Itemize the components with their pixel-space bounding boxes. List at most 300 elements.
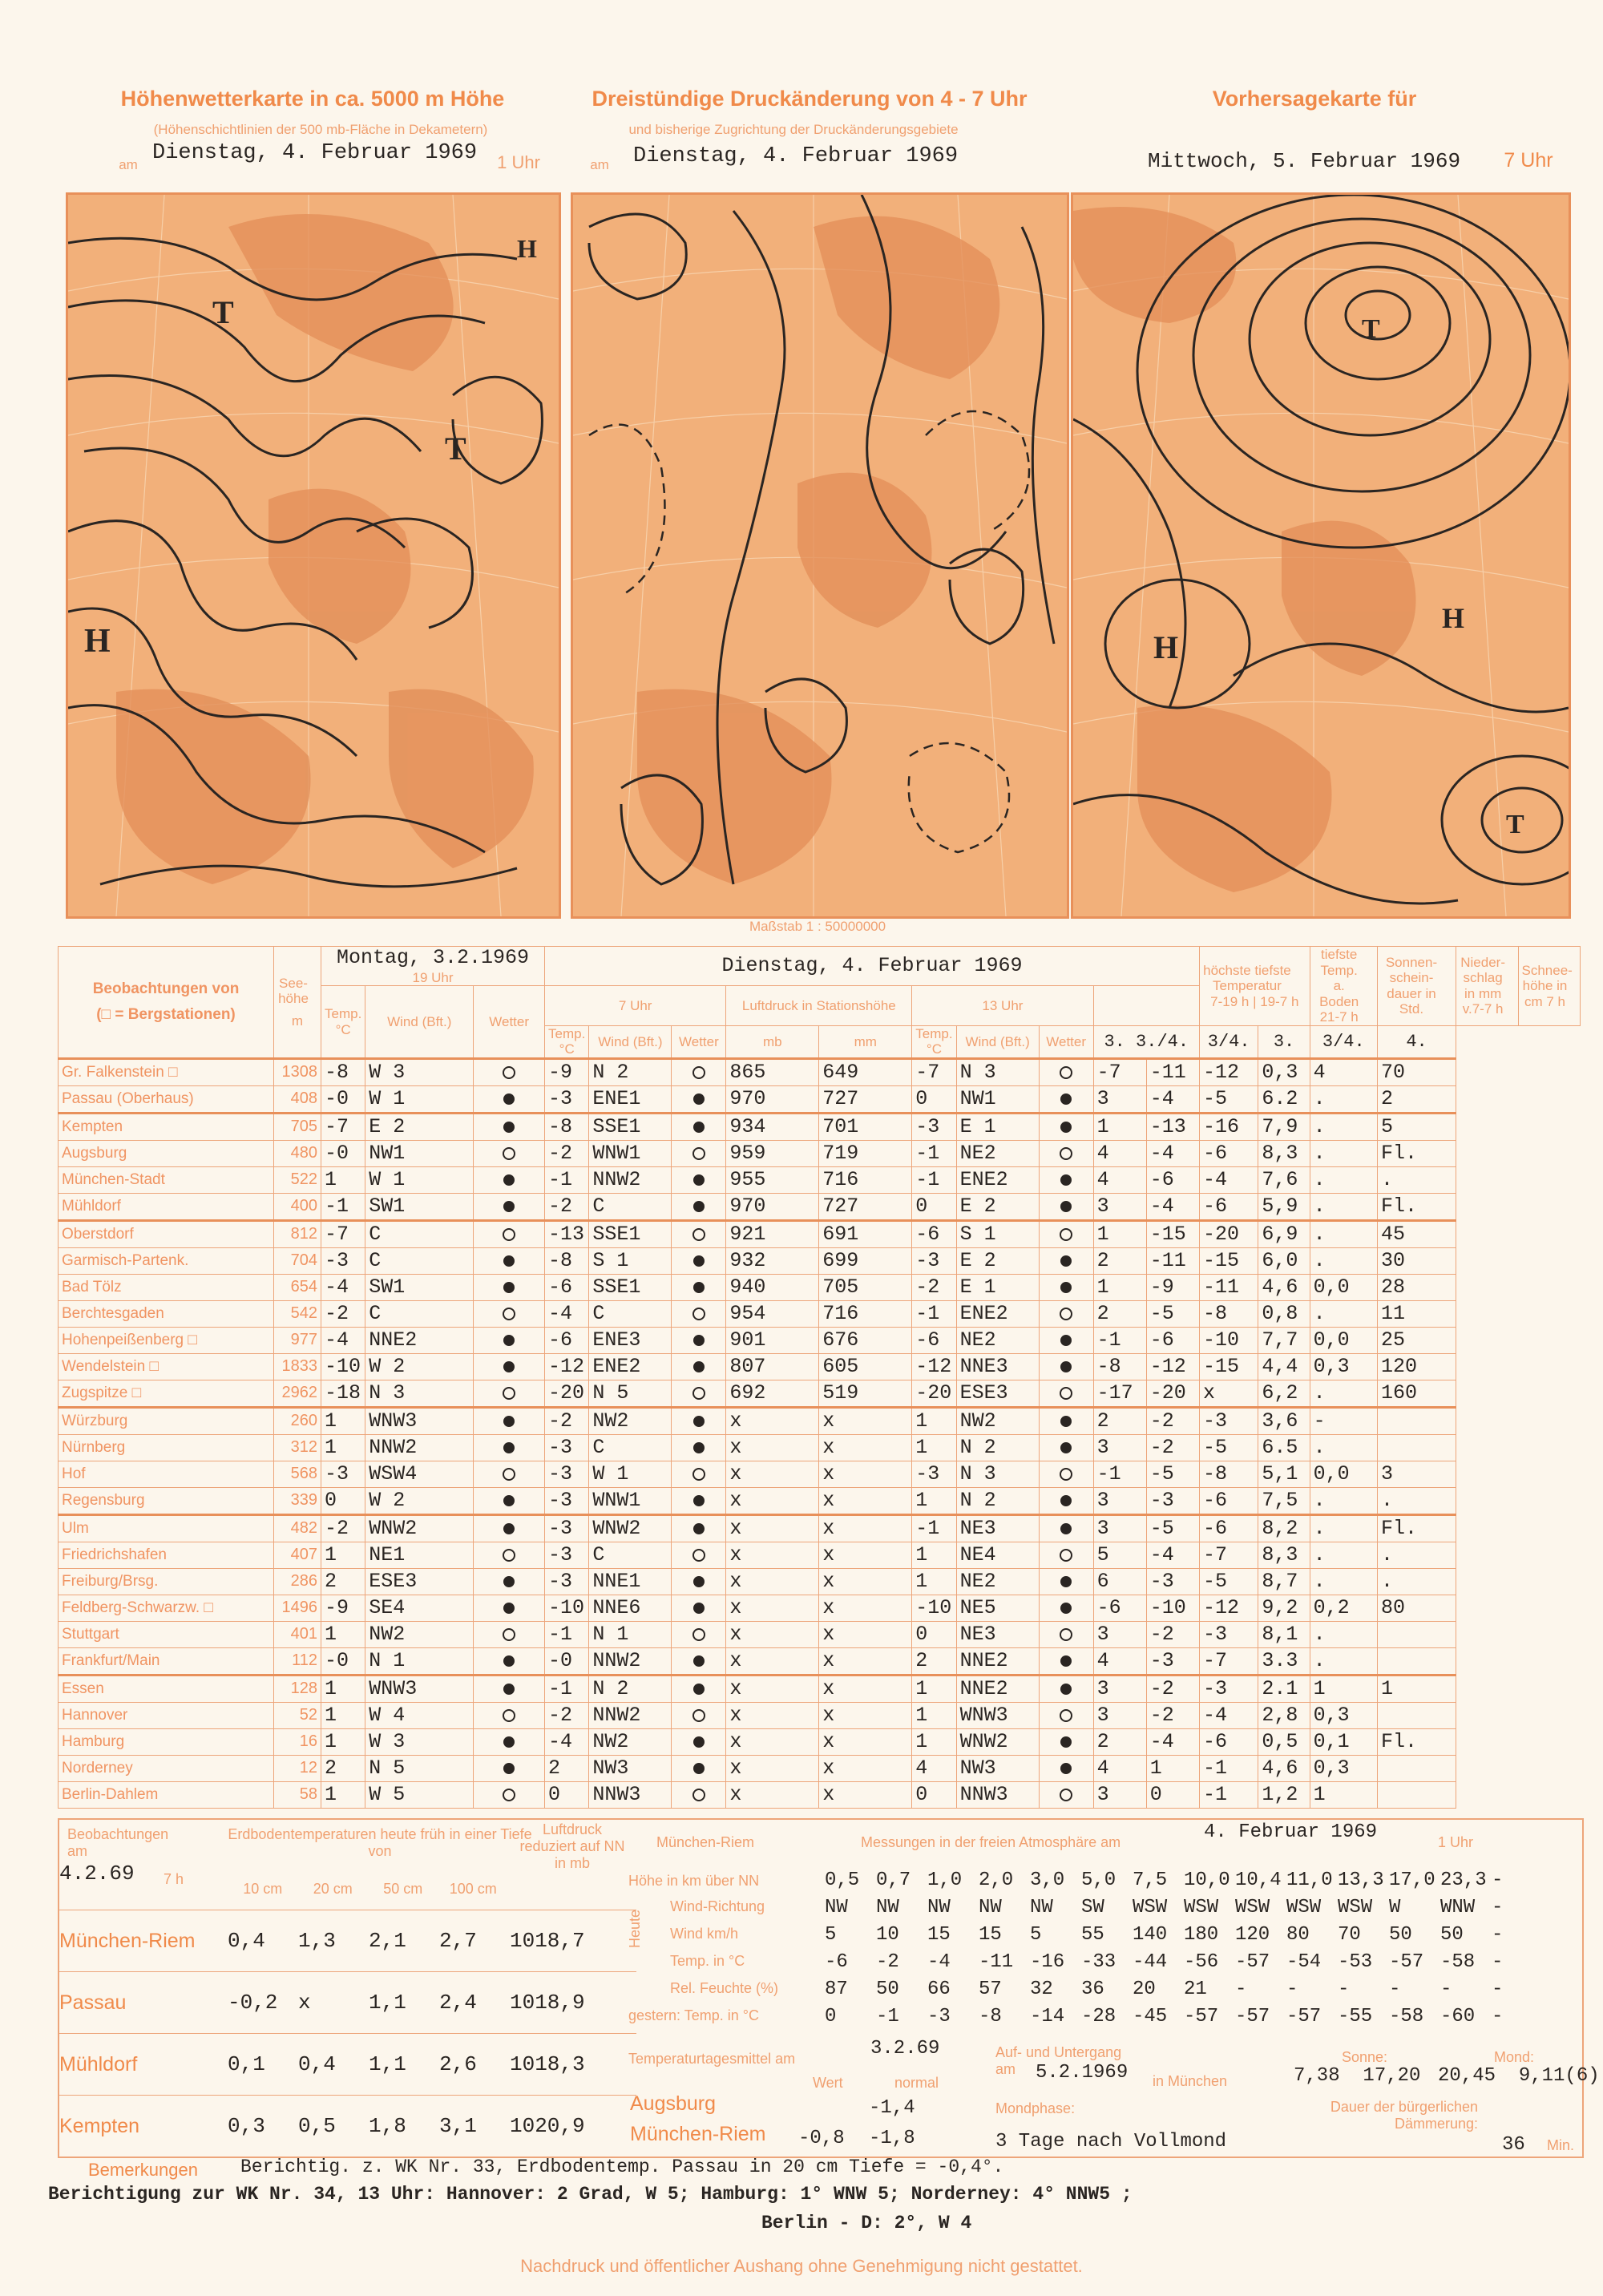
obs-value-t3: 0 [912,1621,956,1647]
atmos-value: 0 [825,2005,837,2027]
obs-value-mn: -4 [1146,1140,1199,1166]
svg-text:T: T [212,294,234,330]
obs-value-t2: -3 [545,1085,589,1113]
obs-value-w2: NNE6 [589,1595,672,1621]
atmos-value: -44 [1133,1950,1168,1973]
station-name: Mühldorf [59,1193,274,1220]
col-temp1: Temp. °C [321,986,365,1059]
obs-value-so: 5,9 [1258,1193,1310,1220]
weather-symbol-icon [693,1736,705,1748]
obs-row [59,1781,1581,1808]
obs-value-mb: 955 [726,1166,819,1193]
obs-value-w3: NW2 [956,1407,1039,1434]
date-a: 3. 3./4. [1093,1025,1199,1058]
obs-value-t2: -2 [545,1702,589,1728]
weather-symbol-icon [693,1093,705,1105]
station-name: Kempten [59,1113,274,1140]
obs-value-w2: SSE1 [589,1113,672,1140]
obs-value-sc: 3 [1377,1461,1456,1487]
weather-symbol-icon [693,1495,705,1506]
obs-value-w2: ENE3 [589,1327,672,1353]
obs-value-t2: -2 [545,1407,589,1434]
obs-value-bd: -16 [1199,1113,1258,1140]
obs-value-t3: 1 [912,1702,956,1728]
atmos-value: 1,0 [927,1869,963,1891]
obs-value-w1: W 5 [365,1781,474,1808]
soil-temp-value: 1,3 [298,1929,336,1953]
obs-value-t1: -2 [321,1514,365,1542]
obs-value-w3: NE4 [956,1542,1039,1568]
observation-rows [59,1058,1581,1808]
obs-value-w3: ENE2 [956,1300,1039,1327]
station-height: 52 [274,1702,321,1728]
weather-symbol-cell [672,1113,726,1140]
tagesmittel-st-1: München-Riem [630,2123,766,2145]
weather-symbol-cell [1039,1327,1093,1353]
obs-value-mm: 705 [819,1274,912,1300]
atmos-value: 3,0 [1030,1869,1065,1891]
obs-row [59,1542,1581,1568]
station-height: 542 [274,1300,321,1327]
atmos-value: - [1389,1978,1401,2000]
weather-symbol-icon [503,1147,515,1160]
obs-value-mx: -1 [1093,1461,1146,1487]
col-mb: mb [726,1025,819,1058]
weather-symbol-cell [474,1542,545,1568]
atmos-gestern-label: gestern: Temp. in °C [628,2007,759,2023]
obs-value-sc: 80 [1377,1595,1456,1621]
weather-symbol-cell [672,1514,726,1542]
station-name: Garmisch-Partenk. [59,1247,274,1274]
weather-symbol-icon [693,1416,705,1427]
weather-symbol-icon [1060,1174,1072,1186]
obs-value-mm: x [819,1647,912,1675]
obs-value-t1: -3 [321,1461,365,1487]
station-height: 704 [274,1247,321,1274]
atmos-value: -53 [1338,1950,1373,1973]
obs-value-mm: x [819,1461,912,1487]
observation-table [58,946,1581,1809]
obs-value-mx: 6 [1093,1568,1146,1595]
obs-value-t3: -1 [912,1300,956,1327]
obs-value-mm: 699 [819,1247,912,1274]
obs-value-t2: -4 [545,1300,589,1327]
map1-date: Dienstag, 4. Februar 1969 [152,141,478,165]
weather-symbol-icon [693,1655,705,1667]
obs-value-w1: C [365,1247,474,1274]
tagesmittel-wert-label: Wert [813,2075,843,2091]
atmos-value: WSW [1338,1896,1373,1918]
atmos-value: -45 [1133,2005,1168,2027]
obs-value-w3: N 3 [956,1058,1039,1085]
weather-symbol-icon [693,1763,705,1774]
weather-symbol-icon [503,1709,515,1722]
col-schnee: Schnee-höhe in cm 7 h [1521,962,1573,1009]
obs-value-sc: 70 [1377,1058,1456,1085]
station-height: 401 [274,1621,321,1647]
station-name: Hamburg [59,1728,274,1755]
obs-value-mn: 0 [1146,1781,1199,1808]
obs-value-so: 0,3 [1258,1058,1310,1085]
obs-value-sc: 2 [1377,1085,1456,1113]
weather-symbol-cell [672,1675,726,1702]
weather-symbol-cell [474,1193,545,1220]
weather-symbol-cell [672,1140,726,1166]
obs-value-w2: NW3 [589,1755,672,1781]
obs-value-mn: -13 [1146,1113,1199,1140]
weather-symbol-icon [1060,1736,1072,1748]
station-name: Passau (Oberhaus) [59,1085,274,1113]
weather-symbol-icon [692,1709,705,1722]
obs-value-w3: NNE2 [956,1675,1039,1702]
weather-symbol-cell [672,1193,726,1220]
obs-value-sc [1377,1621,1456,1647]
atmos-value: 0,5 [825,1869,860,1891]
weather-symbol-icon [693,1201,705,1212]
map2-am: am [590,157,609,172]
obs-value-bd: -4 [1199,1166,1258,1193]
obs-value-bd: -4 [1199,1702,1258,1728]
obs-value-mx: 3 [1093,1702,1146,1728]
obs-value-bd: -6 [1199,1514,1258,1542]
weather-symbol-icon [1060,1628,1072,1641]
obs-value-w1: N 3 [365,1380,474,1407]
obs-value-t2: -20 [545,1380,589,1407]
obs-value-sc: . [1377,1542,1456,1568]
obs-value-mn: -2 [1146,1675,1199,1702]
obs-row [59,1595,1581,1621]
col-luftdruck: Luftdruck in Stationshöhe [726,986,912,1025]
obs-value-w2: ENE2 [589,1353,672,1380]
obs-value-w1: NNE2 [365,1327,474,1353]
obs-value-ni: . [1310,1166,1377,1193]
sun-in-label: in München [1153,2073,1228,2089]
obs-value-bd: -8 [1199,1461,1258,1487]
atmos-value: -55 [1338,2005,1373,2027]
obs-value-mx: -17 [1093,1380,1146,1407]
atmos-value: WSW [1235,1896,1270,1918]
atmos-value: 180 [1184,1923,1219,1946]
weather-symbol-icon [693,1174,705,1186]
obs-value-w2: NNW2 [589,1647,672,1675]
obs-value-bd: -6 [1199,1193,1258,1220]
obs-value-w3: NW3 [956,1755,1039,1781]
obs-value-w3: WNW3 [956,1702,1039,1728]
obs-value-so: 7,7 [1258,1327,1310,1353]
atmos-wind-label: Wind km/h [670,1926,739,1942]
atmos-value: -57 [1235,2005,1270,2027]
soil-obs-date: 4.2.69 [59,1861,135,1886]
obs-value-bd: -1 [1199,1755,1258,1781]
weather-symbol-icon [1060,1495,1072,1506]
obs-value-t1: -7 [321,1220,365,1247]
atmos-value: 87 [825,1978,848,2000]
weather-symbol-cell [672,1702,726,1728]
obs-row [59,1113,1581,1140]
obs-value-mm: x [819,1434,912,1461]
atmos-row-feuchte [825,1975,1578,2003]
map1-time: 1 Uhr [497,152,540,172]
weather-symbol-cell [1039,1595,1093,1621]
weather-symbol-icon [503,1416,515,1427]
atmos-temp-label: Temp. in °C [670,1953,745,1969]
weather-symbol-icon [503,1066,515,1079]
weather-symbol-cell [1039,1380,1093,1407]
weather-symbol-icon [503,1523,515,1534]
weather-symbol-cell [1039,1487,1093,1514]
obs-value-sc [1377,1434,1456,1461]
obs-value-w1: WNW3 [365,1675,474,1702]
obs-value-ni: . [1310,1085,1377,1113]
obs-value-so: 4,6 [1258,1755,1310,1781]
obs-row [59,1568,1581,1595]
obs-value-so: 6,0 [1258,1247,1310,1274]
weather-symbol-cell [1039,1461,1093,1487]
weather-symbol-cell [1039,1542,1093,1568]
obs-value-w2: C [589,1193,672,1220]
obs-value-bd: -15 [1199,1353,1258,1380]
weather-symbol-cell [1039,1702,1093,1728]
obs-value-w3: ESE3 [956,1380,1039,1407]
map1-subtitle: (Höhenschichtlinien der 500 mb-Fläche in Dekametern) [153,122,488,137]
weather-symbol-cell [474,1702,545,1728]
obs-value-sc [1377,1407,1456,1434]
station-height: 339 [274,1487,321,1514]
obs-value-ni: . [1310,1247,1377,1274]
atmos-value: -2 [876,1950,899,1973]
station-name: Regensburg [59,1487,274,1514]
obs-value-ni: 4 [1310,1058,1377,1085]
soil-temp-value: 1,8 [369,2114,406,2138]
soil-depth-label: 100 cm [449,1881,497,1897]
pressure-change-map [571,192,1069,919]
obs-value-bd: -12 [1199,1058,1258,1085]
obs-value-mb: x [726,1434,819,1461]
obs-value-t3: 1 [912,1487,956,1514]
obs-value-mx: 4 [1093,1140,1146,1166]
obs-value-t1: -1 [321,1193,365,1220]
soil-obs-label: Beobachtungen am [67,1826,169,1859]
obs-value-bd: -12 [1199,1595,1258,1621]
obs-value-mb: x [726,1407,819,1434]
station-height: 568 [274,1461,321,1487]
obs-value-so: 0,8 [1258,1300,1310,1327]
weather-symbol-cell [1039,1568,1093,1595]
weather-symbol-icon [1060,1066,1072,1079]
station-name: Feldberg-Schwarzw. □ [59,1595,274,1621]
obs-value-ni: . [1310,1140,1377,1166]
obs-value-mx: 3 [1093,1193,1146,1220]
obs-value-bd: -6 [1199,1728,1258,1755]
obs-value-mn: -4 [1146,1085,1199,1113]
atmos-title: Messungen in der freien Atmosphäre am [861,1834,1121,1850]
obs-value-mx: -6 [1093,1595,1146,1621]
atmos-value: -58 [1389,2005,1424,2027]
weather-symbol-cell [474,1166,545,1193]
obs-value-mn: -3 [1146,1568,1199,1595]
obs-value-mn: -3 [1146,1647,1199,1675]
station-height: 1833 [274,1353,321,1380]
obs-value-mn: -4 [1146,1542,1199,1568]
col-sonne: Sonnen-schein-dauer in Std. [1385,954,1438,1017]
obs-value-t3: 1 [912,1568,956,1595]
obs-value-sc: . [1377,1568,1456,1595]
atmos-value: -1 [876,2005,899,2027]
weather-symbol-cell [672,1327,726,1353]
weather-symbol-icon [503,1387,515,1400]
obs-value-mx: 1 [1093,1220,1146,1247]
obs-value-so: 6,9 [1258,1220,1310,1247]
weather-symbol-icon [692,1228,705,1241]
atmos-value: 66 [927,1978,951,2000]
obs-value-mb: x [726,1675,819,1702]
obs-value-t3: 0 [912,1085,956,1113]
weather-symbol-cell [1039,1514,1093,1542]
atmos-row-gestern [825,2003,1578,2030]
weather-symbol-cell [474,1434,545,1461]
remarks-line3: Berlin - D: 2°, W 4 [761,2213,972,2233]
weather-symbol-icon [503,1335,515,1346]
obs-value-w1: W 3 [365,1728,474,1755]
station-name: Augsburg [59,1140,274,1166]
obs-value-mb: 959 [726,1140,819,1166]
obs-value-ni: 0,0 [1310,1327,1377,1353]
obs-value-w1: WNW3 [365,1407,474,1434]
obs-value-mn: -12 [1146,1353,1199,1380]
obs-value-t1: -0 [321,1140,365,1166]
obs-value-mm: x [819,1702,912,1728]
station-name: Würzburg [59,1407,274,1434]
upper-air-map [66,192,561,919]
obs-value-w2: N 2 [589,1058,672,1085]
weather-symbol-icon [503,1361,515,1372]
obs-value-t2: -6 [545,1327,589,1353]
weather-symbol-cell [474,1085,545,1113]
sun-phase-value: 3 Tage nach Vollmond [995,2131,1227,2152]
weather-symbol-cell [1039,1675,1093,1702]
station-height: 2962 [274,1380,321,1407]
atmos-value: - [1492,1978,1504,2000]
obs-value-bd: -8 [1199,1300,1258,1327]
obs-value-t1: 1 [321,1542,365,1568]
weather-symbol-icon [503,1308,515,1320]
obs-value-w2: N 1 [589,1621,672,1647]
obs-value-t1: -0 [321,1647,365,1675]
weather-symbol-cell [672,1247,726,1274]
weather-symbol-icon [693,1576,705,1587]
obs-value-w1: W 1 [365,1085,474,1113]
obs-value-t1: -8 [321,1058,365,1085]
station-height: 16 [274,1728,321,1755]
obs-value-t3: -1 [912,1166,956,1193]
obs-value-w1: W 2 [365,1353,474,1380]
obs-value-bd: -6 [1199,1487,1258,1514]
tagesmittel-st-0: Augsburg [630,2092,717,2115]
soil-station-name: München-Riem [59,1929,196,1952]
atmos-value: -16 [1030,1950,1065,1973]
atmos-value: 2,0 [979,1869,1014,1891]
obs-value-t2: -2 [545,1140,589,1166]
obs-value-w3: N 3 [956,1461,1039,1487]
obs-value-mb: x [726,1487,819,1514]
atmos-value: 32 [1030,1978,1053,2000]
obs-value-w2: WNW1 [589,1487,672,1514]
obs-value-so: 2,8 [1258,1702,1310,1728]
obs-value-ni: . [1310,1514,1377,1542]
obs-row [59,1621,1581,1647]
station-height: 1308 [274,1058,321,1085]
obs-row [59,1407,1581,1434]
obs-value-mb: 934 [726,1113,819,1140]
obs-value-mn: -2 [1146,1621,1199,1647]
obs-value-t1: 0 [321,1487,365,1514]
obs-row [59,1058,1581,1085]
weather-symbol-icon [1060,1093,1072,1105]
tagesmittel-label: Temperaturtagesmittel am [628,2051,796,2067]
station-name: Hof [59,1461,274,1487]
obs-value-mb: 932 [726,1247,819,1274]
obs-value-mx: 2 [1093,1247,1146,1274]
weather-symbol-cell [474,1407,545,1434]
obs-value-mx: 3 [1093,1085,1146,1113]
weather-symbol-cell [672,1755,726,1781]
map2-date: Dienstag, 4. Februar 1969 [633,144,959,168]
obs-value-mb: 692 [726,1380,819,1407]
obs-value-so: 8,3 [1258,1140,1310,1166]
obs-value-mx: 4 [1093,1166,1146,1193]
obs-value-t1: 1 [321,1166,365,1193]
col-wind3: Wind (Bft.) [956,1025,1039,1058]
tagesmittel-date: 3.2.69 [870,2038,940,2060]
weather-symbol-cell [474,1461,545,1487]
obs-value-sc [1377,1755,1456,1781]
weather-symbol-cell [474,1353,545,1380]
weather-symbol-icon [1060,1442,1072,1453]
obs-value-ni: 0,2 [1310,1595,1377,1621]
atmos-value: -33 [1081,1950,1116,1973]
col-wind1: Wind (Bft.) [365,986,474,1059]
atmos-value: NW [979,1896,1002,1918]
sun-mond-value: 20,45 9,11(6) [1438,2065,1600,2087]
weather-symbol-icon [503,1789,515,1801]
obs-value-ni: . [1310,1300,1377,1327]
obs-value-mn: -11 [1146,1247,1199,1274]
obs-value-w1: N 5 [365,1755,474,1781]
obs-value-so: 9,2 [1258,1595,1310,1621]
weather-symbol-cell [672,1568,726,1595]
atmos-value: - [1235,1978,1247,2000]
svg-text:T: T [1506,810,1524,839]
weather-symbol-cell [474,1274,545,1300]
atmos-hoehe-label: Höhe in km über NN [628,1873,760,1889]
obs-value-w2: N 5 [589,1380,672,1407]
station-name: Friedrichshafen [59,1542,274,1568]
obs-value-w3: NE3 [956,1621,1039,1647]
sun-mond-label: Mond: [1494,2049,1535,2065]
obs-value-mx: 2 [1093,1300,1146,1327]
obs-value-ni: - [1310,1407,1377,1434]
obs-value-t1: 1 [321,1728,365,1755]
obs-value-mn: -2 [1146,1407,1199,1434]
tagesmittel-wert-1: -0,8 [798,2128,845,2149]
obs-value-w2: SSE1 [589,1274,672,1300]
obs-value-mb: x [726,1514,819,1542]
obs-value-mx: 4 [1093,1755,1146,1781]
obs-value-mx: 1 [1093,1113,1146,1140]
soil-row [59,2033,636,2095]
obs-value-mm: x [819,1728,912,1755]
atmos-value: -4 [927,1950,951,1973]
